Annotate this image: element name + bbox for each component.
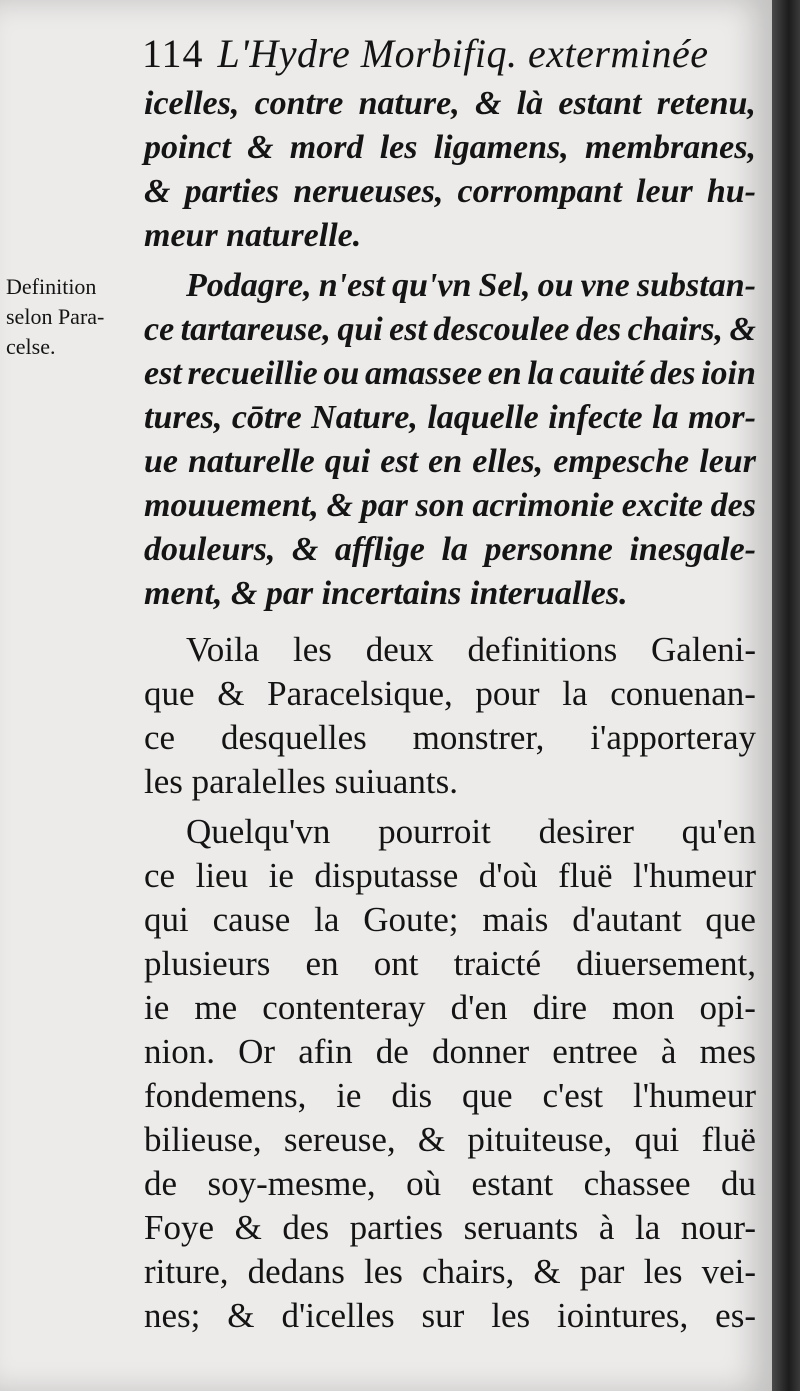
word: chassee — [583, 1164, 691, 1203]
word: hu- — [706, 173, 756, 210]
roman-text-line — [144, 942, 756, 986]
running-title: L'Hydre Morbifiq. exterminée — [217, 31, 709, 76]
word: mais — [482, 900, 549, 939]
word: sereuse, — [283, 1120, 396, 1159]
word: nour- — [680, 1208, 756, 1247]
word: en — [305, 944, 339, 983]
word: ue — [144, 443, 178, 480]
word: par — [579, 1252, 625, 1291]
roman-text-line — [144, 1074, 756, 1118]
word: la — [652, 399, 679, 436]
word: cause — [212, 900, 291, 939]
margin-note — [6, 272, 136, 362]
page-gutter-shadow — [772, 0, 800, 1391]
word: que — [144, 674, 195, 713]
word: descoulee — [433, 311, 570, 348]
word: acrimonie — [472, 487, 615, 524]
word: à — [598, 1208, 615, 1247]
word: Foye — [144, 1208, 214, 1247]
word: d'où — [478, 856, 538, 895]
word: nature, — [358, 85, 460, 122]
roman-text-line — [144, 986, 756, 1030]
word: les — [363, 1252, 403, 1291]
word: bilieuse, — [144, 1120, 262, 1159]
word: seruants — [463, 1208, 579, 1247]
word: estant — [558, 85, 642, 122]
word: lieu — [195, 856, 249, 895]
word: inesgale- — [629, 531, 756, 568]
roman-text-line — [144, 1162, 756, 1206]
word: la — [635, 1208, 661, 1247]
word: & — [291, 531, 319, 568]
word: retenu, — [656, 85, 756, 122]
word: me — [194, 988, 238, 1027]
word: contenteray — [262, 988, 426, 1027]
word: excite — [621, 487, 703, 524]
word: icelles, — [144, 85, 240, 122]
margin-note-line: selon Para- — [6, 304, 105, 329]
word: & — [247, 129, 274, 166]
word: qui — [324, 443, 371, 480]
word: est — [144, 355, 182, 392]
word: & — [729, 311, 756, 348]
word: de — [375, 1032, 409, 1071]
word: qui — [144, 900, 189, 939]
word: estant — [471, 1164, 554, 1203]
word: laquelle — [427, 399, 539, 436]
word: poinct — [144, 129, 231, 166]
word: vei- — [701, 1252, 756, 1291]
word: Goute; — [363, 900, 459, 939]
word: monstrer, — [412, 718, 545, 757]
word: l'humeur — [633, 856, 756, 895]
word: parties — [184, 173, 280, 210]
word: douleurs, — [144, 531, 276, 568]
word: mes — [699, 1032, 756, 1071]
word: c'est — [542, 1076, 604, 1115]
word: ont — [373, 944, 419, 983]
word: en — [428, 443, 463, 480]
word: des — [650, 355, 696, 392]
margin-note-line: celse. — [6, 334, 56, 359]
italic-text-line — [144, 264, 756, 308]
word: dire — [532, 988, 588, 1027]
word: mon — [612, 988, 675, 1027]
roman-text-line — [144, 1030, 756, 1074]
roman-text-line — [144, 854, 756, 898]
word: la — [527, 355, 554, 392]
word: des — [710, 487, 756, 524]
word: & — [326, 487, 353, 524]
word: diuersement, — [576, 944, 756, 983]
word: pourroit — [378, 812, 491, 851]
word: Paracelsique, — [267, 674, 453, 713]
word: leur — [699, 443, 756, 480]
word: Voila — [186, 630, 260, 669]
word: & — [474, 85, 502, 122]
word: desquelles — [220, 718, 367, 757]
word: personne — [484, 531, 613, 568]
word: & — [144, 173, 171, 210]
word: de — [144, 1164, 178, 1203]
word: pituiteuse, — [467, 1120, 613, 1159]
italic-text-line — [144, 352, 756, 396]
word: que — [705, 900, 756, 939]
italic-text-line — [144, 396, 756, 440]
word: l'humeur — [633, 1076, 756, 1115]
word: & — [234, 1208, 262, 1247]
word: i'apporteray — [590, 718, 756, 757]
roman-text-line — [144, 1250, 756, 1294]
italic-text-line: meur naturelle. — [144, 217, 362, 254]
italic-text-line: ment, & par incertains interualles. — [144, 575, 628, 612]
italic-text-line — [144, 440, 756, 484]
roman-text-line — [144, 1118, 756, 1162]
word: naturelle — [188, 443, 315, 480]
italic-text-line — [144, 82, 756, 126]
word: ie — [144, 988, 170, 1027]
word: Or — [238, 1032, 276, 1071]
word: son — [415, 487, 465, 524]
word: entree — [552, 1032, 638, 1071]
word: n'est — [318, 267, 385, 304]
page-header — [142, 30, 762, 82]
italic-text-line — [144, 126, 756, 170]
word: les — [491, 1296, 531, 1335]
word: amassee — [364, 355, 483, 392]
word: les — [643, 1252, 683, 1291]
word: substan- — [636, 267, 756, 304]
word: est — [389, 311, 427, 348]
word: chairs, — [627, 311, 724, 348]
word: ce — [144, 311, 175, 348]
word: mord — [289, 129, 364, 166]
word: Nature, — [311, 399, 418, 436]
italic-text-line — [144, 484, 756, 528]
word: ce — [144, 856, 176, 895]
word: à — [660, 1032, 677, 1071]
word: du — [720, 1164, 756, 1203]
word: disputasse — [314, 856, 459, 895]
word: contre — [254, 85, 344, 122]
italic-text-line — [144, 528, 756, 572]
word: mouuement, — [144, 487, 319, 524]
italic-text-line — [144, 170, 756, 214]
word: là — [516, 85, 544, 122]
word: corrompant — [457, 173, 622, 210]
word: Podagre, — [186, 267, 312, 304]
word: d'en — [450, 988, 508, 1027]
word: que — [462, 1076, 513, 1115]
word: Quelqu'vn — [186, 812, 331, 851]
word: cōtre — [231, 399, 302, 436]
italic-text-line — [144, 308, 756, 352]
word: Galeni- — [651, 630, 756, 669]
roman-text-line — [144, 716, 756, 760]
word: Sel, — [478, 267, 531, 304]
word: dedans — [247, 1252, 345, 1291]
word: fondemens, — [144, 1076, 307, 1115]
word: les — [293, 630, 332, 669]
word: ie — [336, 1076, 362, 1115]
word: ie — [268, 856, 294, 895]
word: est — [380, 443, 419, 480]
word: ce — [144, 718, 176, 757]
roman-text-line: les paralelles suiuants. — [144, 762, 458, 801]
word: empesche — [553, 443, 690, 480]
word: & — [417, 1120, 446, 1159]
word: definitions — [467, 630, 618, 669]
word: leur — [636, 173, 693, 210]
word: donner — [431, 1032, 530, 1071]
word: vne — [580, 267, 630, 304]
word: traicté — [453, 944, 542, 983]
roman-text-line — [144, 898, 756, 942]
roman-text-line — [144, 1206, 756, 1250]
word: sur — [421, 1296, 465, 1335]
word: en — [487, 355, 522, 392]
word: ou — [537, 267, 574, 304]
word: mor- — [687, 399, 756, 436]
word: les — [379, 129, 418, 166]
word: nes; — [144, 1296, 201, 1335]
word: où — [406, 1164, 442, 1203]
word: ou — [323, 355, 360, 392]
word: la — [441, 531, 468, 568]
word: soy-mesme, — [207, 1164, 376, 1203]
word: cauité — [559, 355, 645, 392]
word: ligamens, — [433, 129, 569, 166]
word: afin — [298, 1032, 353, 1071]
roman-text-line — [144, 628, 756, 672]
word: la — [314, 900, 340, 939]
word: conuenan- — [610, 674, 756, 713]
roman-text-line — [144, 810, 756, 854]
word: qu'en — [681, 812, 756, 851]
word: desirer — [538, 812, 634, 851]
margin-note-line: Definition — [6, 274, 97, 299]
word: recueillie — [187, 355, 318, 392]
word: nerueuses, — [293, 173, 444, 210]
word: parties — [349, 1208, 443, 1247]
word: fluë — [558, 856, 613, 895]
word: d'icelles — [281, 1296, 395, 1335]
word: elles, — [472, 443, 544, 480]
word: ioin — [701, 355, 756, 392]
roman-text-line — [144, 1294, 756, 1338]
word: tartareuse, — [180, 311, 331, 348]
word: es- — [715, 1296, 756, 1335]
word: & — [227, 1296, 255, 1335]
word: deux — [365, 630, 434, 669]
word: la — [562, 674, 588, 713]
word: infecte — [548, 399, 643, 436]
word: & — [533, 1252, 561, 1291]
word: des — [282, 1208, 330, 1247]
word: opi- — [699, 988, 756, 1027]
word: qu'vn — [392, 267, 472, 304]
word: d'autant — [572, 900, 682, 939]
word: riture, — [144, 1252, 229, 1291]
word: chairs, — [421, 1252, 515, 1291]
word: plusieurs — [144, 944, 271, 983]
word: nion. — [144, 1032, 215, 1071]
word: qui — [337, 311, 383, 348]
page-number: 114 — [142, 31, 204, 76]
word: fluë — [701, 1120, 756, 1159]
roman-text-line — [144, 672, 756, 716]
word: & — [217, 674, 245, 713]
word: qui — [634, 1120, 680, 1159]
word: pour — [475, 674, 540, 713]
word: membranes, — [585, 129, 756, 166]
word: dis — [391, 1076, 433, 1115]
word: par — [360, 487, 408, 524]
word: iointures, — [557, 1296, 689, 1335]
word: afflige — [334, 531, 425, 568]
word: des — [575, 311, 622, 348]
word: tures, — [144, 399, 223, 436]
